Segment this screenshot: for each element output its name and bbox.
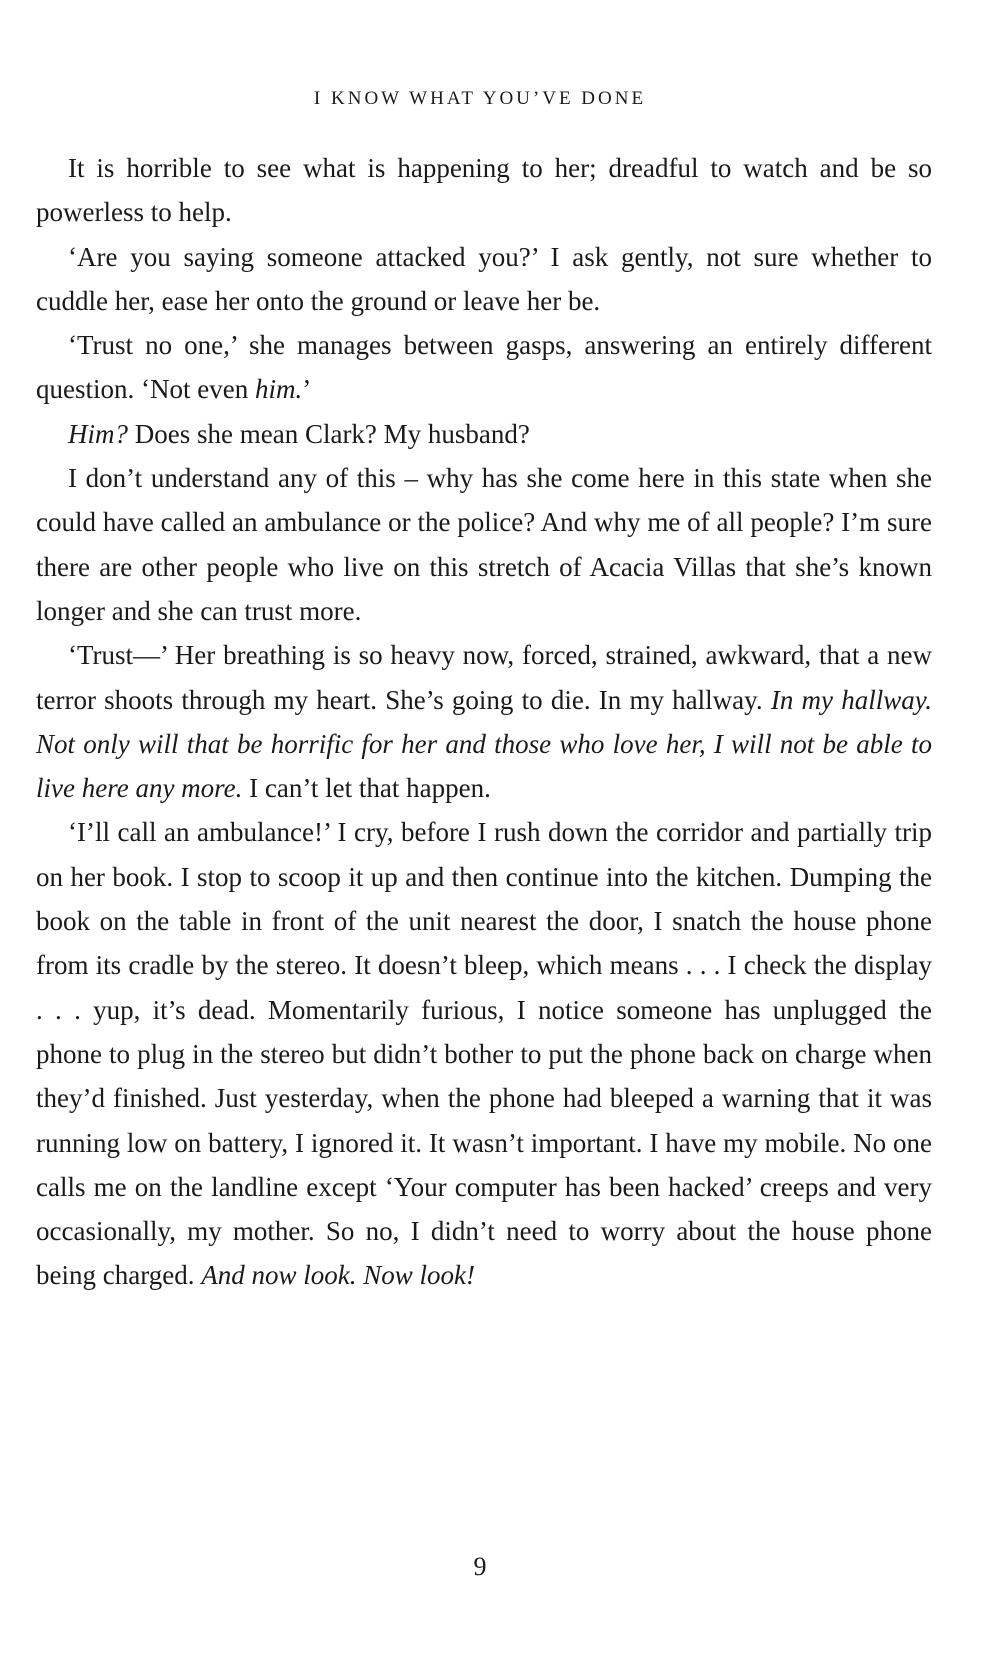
- text-run: ‘Trust—’ Her breathing is so heavy now, forced, strained, awkward, that a new terror shoots through my heart. She’s going to die. In my hallway.: [36, 640, 932, 715]
- text-run: I can’t let that happen.: [242, 773, 491, 804]
- text-run: ’: [302, 374, 312, 405]
- italic-run: him.: [254, 374, 303, 405]
- paragraph: [36, 235, 932, 324]
- paragraph: [36, 146, 932, 235]
- text-run: ‘Are you saying someone attacked you?’ I ask gently, not sure whether to cuddle her, ease her onto the ground or leave her be.: [36, 241, 932, 316]
- text-run: It is horrible to see what is happening to her; dreadful to watch and be so powerless to help.: [36, 153, 932, 228]
- paragraph: [36, 810, 932, 1297]
- text-run: ‘I’ll call an ambulance!’ I cry, before I rush down the corridor and partially trip on her book. I stop to scoop it up and then continue into the kitchen. Dumping the book on the table in front of the unit nearest the door, I snatch the house phone from its cradle by the stereo. It doesn’t bleep, which means . . . I check the display . . . yup, it’s dead. Momentarily furious, I notice someone has unplugged the phone to plug in the stereo but didn’t bother to put the phone back on charge when they’d finished. Just yesterday, when the phone had bleeped a warning that it was running low on battery, I ignored it. It wasn’t important. I have my mobile. No one calls me on the landline except ‘Your computer has been hacked’ creeps and very occasionally, my mother. So no, I didn’t need to worry about the house phone being charged.: [36, 817, 932, 1291]
- italic-run: In my hallway. Not only will that be horrific for her and those who love her, I will not be able to live here any more.: [36, 684, 932, 804]
- paragraph: [36, 412, 932, 456]
- running-head: I KNOW WHAT YOU’VE DONE: [313, 88, 647, 109]
- text-run: Does she mean Clark? My husband?: [128, 418, 530, 449]
- paragraph: [36, 633, 932, 810]
- paragraph: [36, 323, 932, 412]
- text-run: ‘Trust no one,’ she manages between gasps, answering an entirely different question. ‘Not even: [36, 330, 932, 405]
- body-text: [36, 146, 932, 1298]
- paragraph: [36, 456, 932, 633]
- page-number: 9: [473, 1552, 487, 1581]
- text-run: I don’t understand any of this – why has she come here in this state when she could have called an ambulance or the police? And why me of all people? I’m sure there are other people who live on this stretch of Acacia Villas that she’s known longer and she can trust more.: [36, 463, 932, 626]
- italic-run: Him?: [68, 418, 128, 449]
- italic-run: And now look. Now look!: [201, 1260, 475, 1291]
